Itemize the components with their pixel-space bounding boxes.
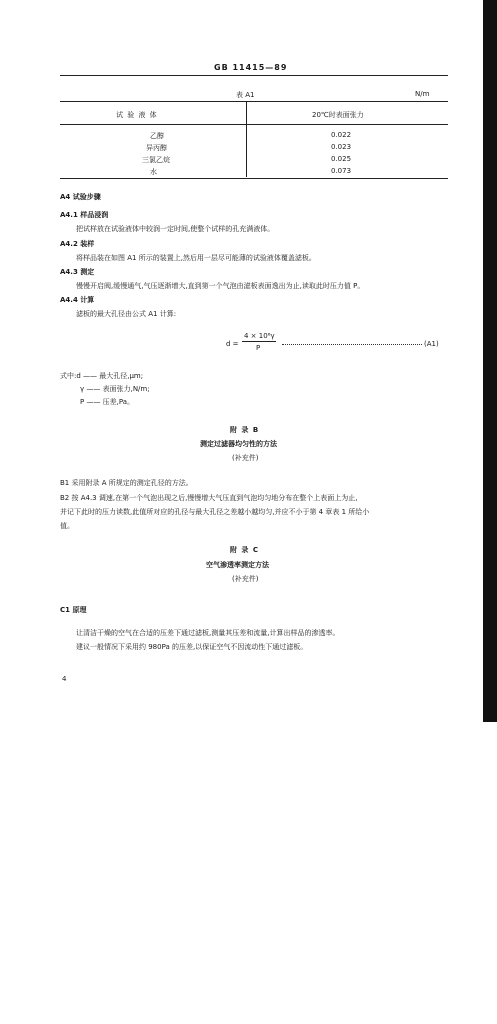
a44-text: 滤板的最大孔径由公式 A1 计算: [76,310,177,318]
appendix-b-subtitle: 测定过滤器均匀性的方法 [200,440,277,448]
table-row-value: 0.025 [331,155,352,163]
a42-heading: A4.2 装样 [60,240,95,248]
formula-lhs: d = [226,340,239,348]
b2-line1: B2 按 A4.3 调速,在第一个气泡出现之后,慢慢增大气压直到气泡均匀地分布在整个上表面上为止, [60,494,358,502]
c1-heading: C1 原理 [60,606,87,614]
standard-code: GB 11415—89 [214,63,288,72]
formula-fraction-bar [242,341,276,342]
table-row-liquid: 异丙醇 [146,144,167,152]
a41-heading: A4.1 样品浸润 [60,211,109,219]
a43-text: 慢慢开启阀,缓慢通气,气压逐渐增大,直到第一个气泡由滤板表面逸出为止,读取此时压力值 P。 [76,282,365,290]
table-bottom-rule [60,178,448,179]
c1-line1: 让清洁干燥的空气在合适的压差下通过滤板,测量其压差和流量,计算出样品的渗透率。 [76,629,340,637]
table-row-value: 0.073 [331,167,352,175]
table-unit: N/m [415,90,430,98]
appendix-c-subtitle: 空气渗透率测定方法 [206,561,269,569]
table-row-value: 0.022 [331,131,352,139]
table-col2-header: 20℃时表面张力 [312,111,364,119]
table-top-rule [60,101,448,102]
table-col1-header: 试 验 液 体 [116,111,158,119]
table-row-liquid: 乙醇 [150,132,164,140]
table-row-value: 0.023 [331,143,352,151]
formula-numerator: 4 × 10⁶γ [244,332,275,340]
b2-line3: 值。 [60,522,74,530]
formula-leader-dots [282,344,422,345]
appendix-b-note: (补充件) [232,454,259,462]
a41-text: 把试样放在试验液体中较润一定时间,使整个试样的孔充满液体。 [76,225,275,233]
header-rule [60,75,448,76]
c1-line2: 建议一般情况下采用约 980Pa 的压差,以保证空气不因流动性下通过滤板。 [76,643,308,651]
a42-text: 将样品装在如图 A1 所示的装置上,然后用一层尽可能薄的试验液体覆盖滤板。 [76,254,316,262]
formula-denominator: P [256,344,261,352]
where-gamma: γ —— 表面张力,N/m; [80,385,150,393]
formula-tag: (A1) [424,340,439,348]
b2-line2: 并记下此时的压力读数,此值所对应的孔径与最大孔径之差越小越均匀,并应不小于第 4 章表 1 所给小 [60,508,370,516]
appendix-b-title: 附 录 B [230,426,260,434]
a43-heading: A4.3 测定 [60,268,95,276]
a44-heading: A4.4 计算 [60,296,95,304]
scan-edge-bar [483,0,497,722]
b1-text: B1 采用附录 A 所规定的测定孔径的方法。 [60,479,193,487]
table-row-liquid: 水 [150,168,157,176]
page-number: 4 [62,675,67,683]
where-p: P —— 压差,Pa。 [80,398,135,406]
appendix-c-note: (补充件) [232,575,259,583]
table-column-divider [246,101,247,177]
table-row-liquid: 三氯乙烷 [142,156,170,164]
table-title: 表 A1 [236,91,255,99]
table-header-rule [60,124,448,125]
section-a4-heading: A4 试验步骤 [60,193,101,201]
appendix-c-title: 附 录 C [230,546,260,554]
where-d: 式中:d —— 最大孔径,μm; [60,372,144,380]
